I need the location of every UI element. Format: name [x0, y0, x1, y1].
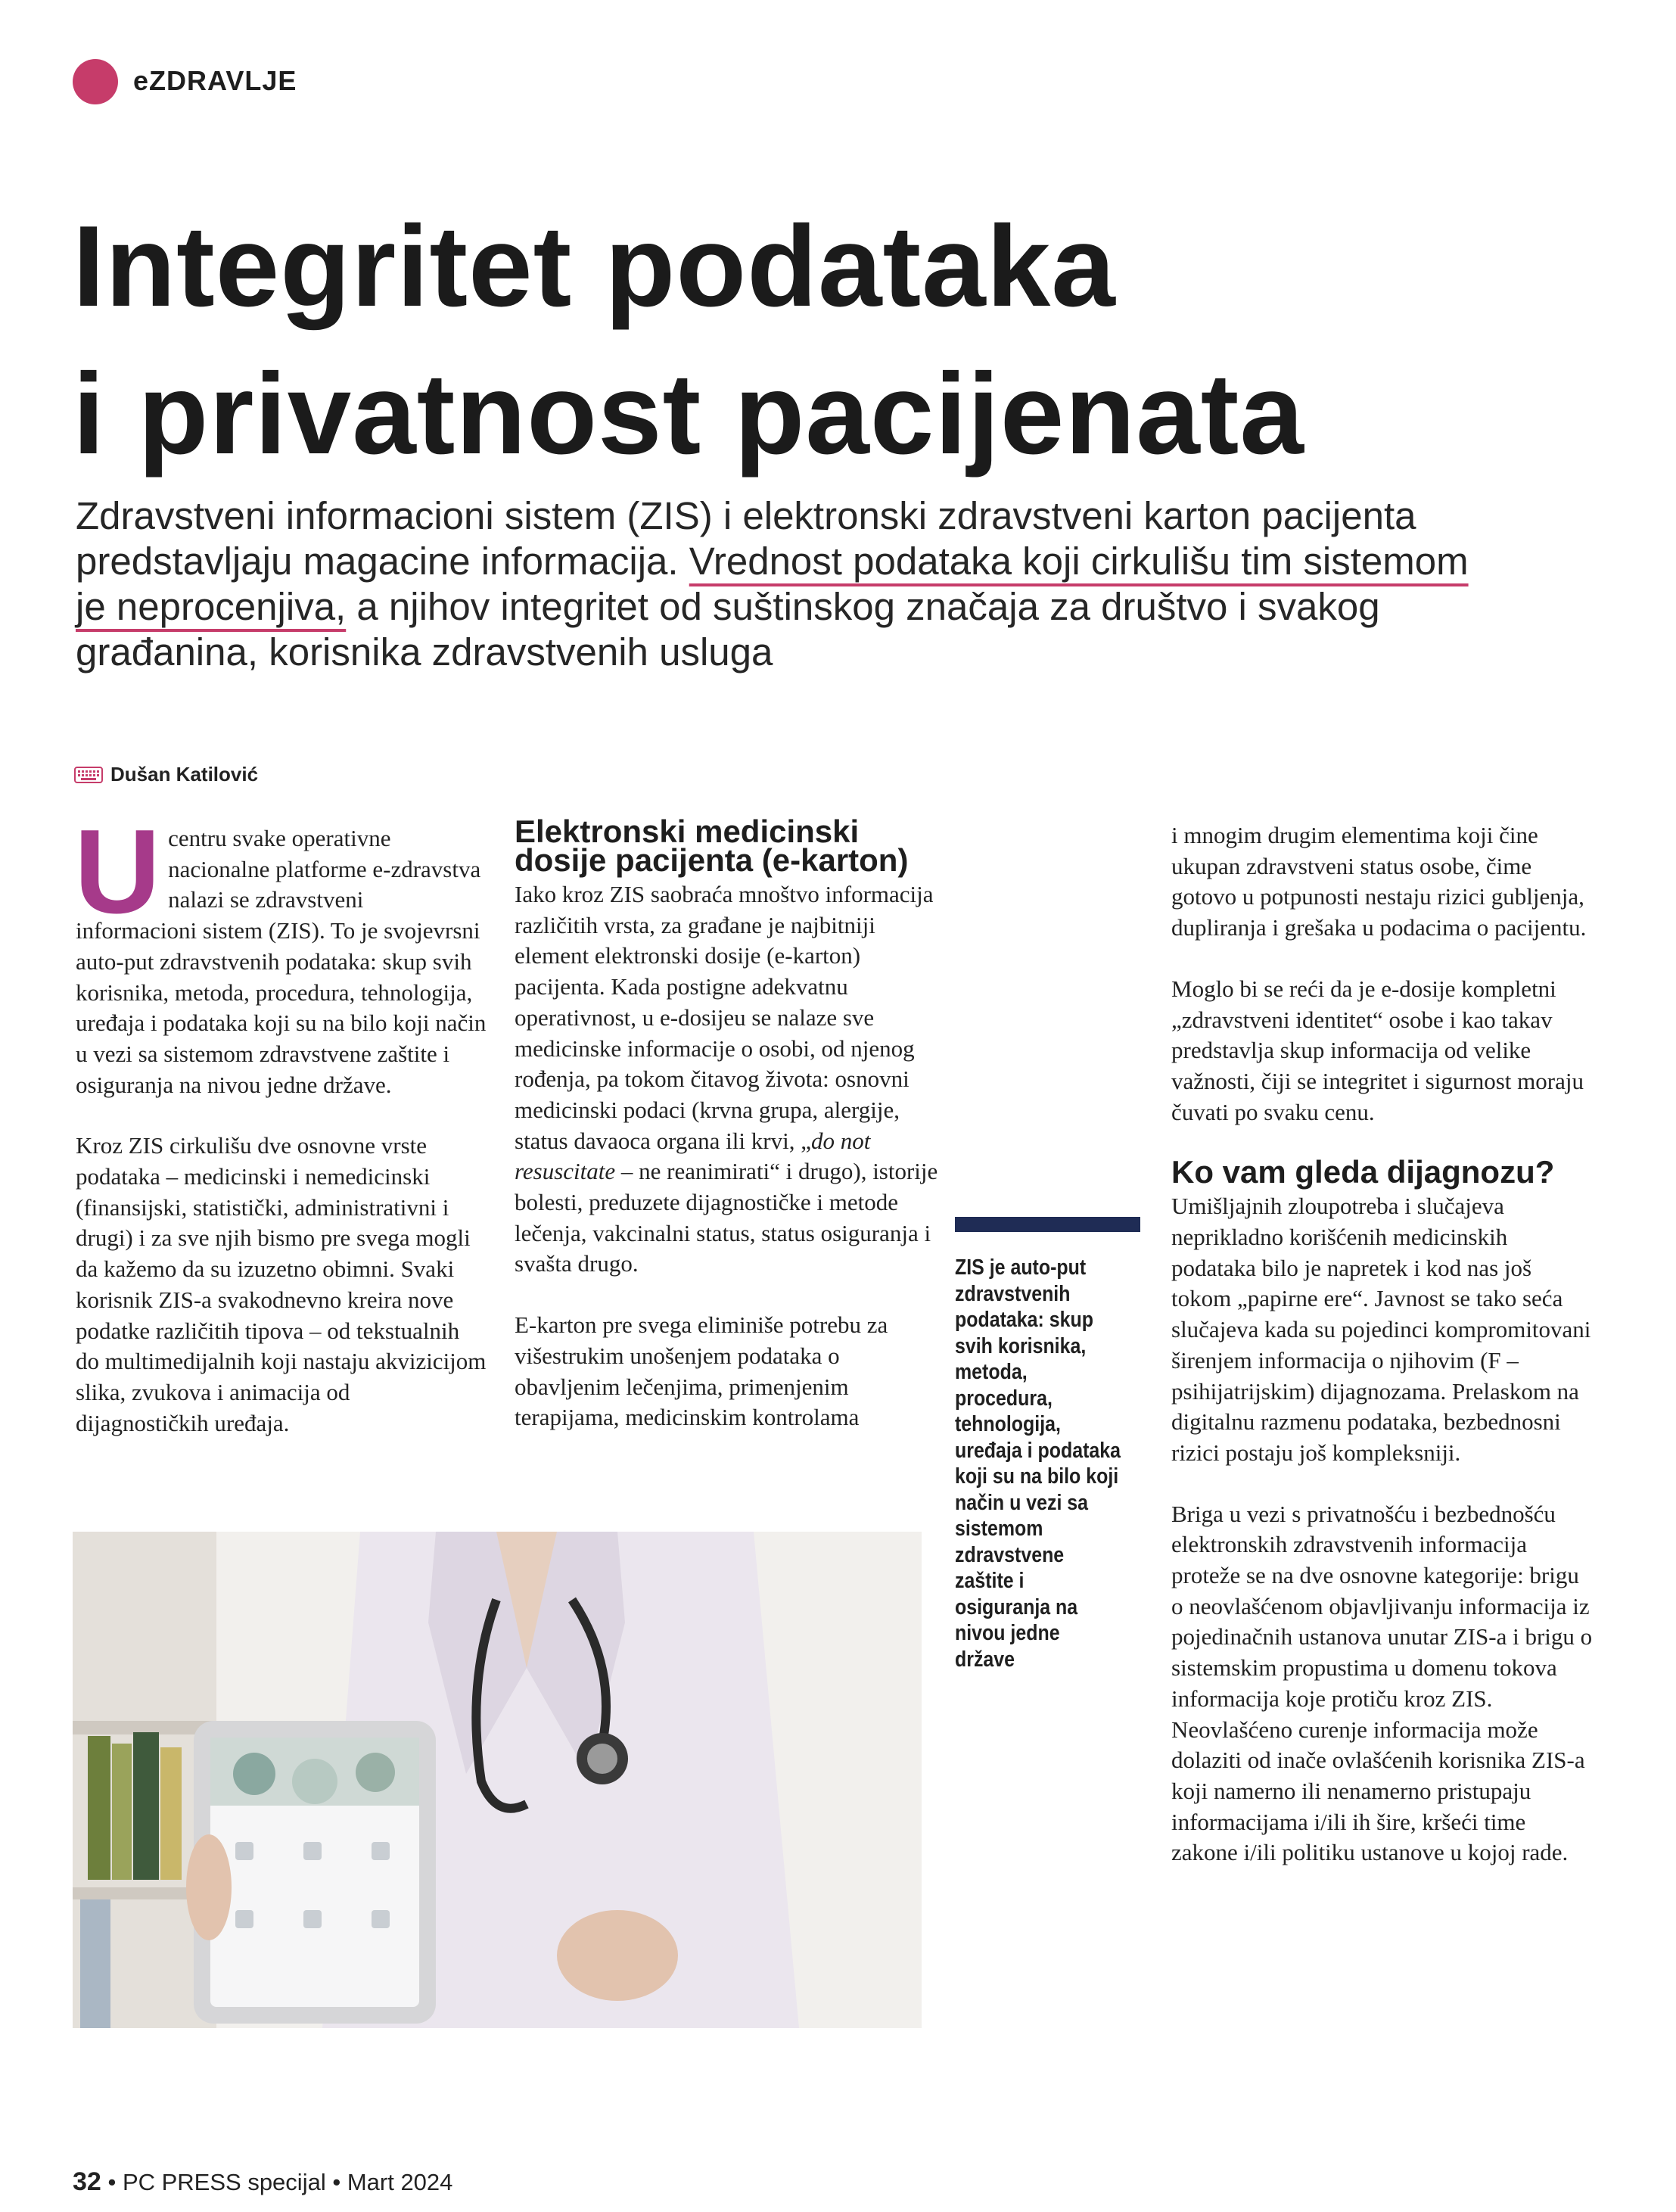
col1-paragraph-2: Kroz ZIS cirkulišu dve osnovne vrste podataka – medicinski i nemedicinski (finansijski, statistički, administrativni i drugi) i za sve njih bismo pre svega mogli da kažemo da su izuzetno obimni. Svaki korisnik ZIS-a svakodnevno kreira nove podatke različitih tipova – od tekstualnih do multimedijalnih koji nastaju akvizicijom slika, zvukova i animacija od dijagnostičkih uređaja. — [76, 1132, 487, 1436]
photo-illustration — [73, 1532, 922, 2028]
title-line-1: Integritet podataka — [73, 202, 1116, 331]
doctor-tablet-photo — [73, 1532, 922, 2028]
column-2 — [515, 814, 938, 1464]
section-dot — [73, 59, 118, 104]
column-3 — [1171, 820, 1595, 1899]
section-label: eZDRAVLJE — [133, 65, 297, 96]
lead-highlight: Vrednost podataka koji cirkulišu tim sistemom je neprocenjiva, — [76, 540, 1469, 628]
col2-p1-a: Iako kroz ZIS saobraća mnoštvo informacija različitih vrsta, za građane je najbitniji element elektronski dosije (e-karton) pacijenta. Kada postigne adekvatnu operativnost, u e-dosijeu se nalaze sve medicinske informacije o osobi, od njenog rođenja, pa tokom čitavog života: osnovni medicinski podaci (krvna grupa, alergije, status davaoca organa ili krvi, „ — [515, 881, 934, 1154]
pull-quote: ZIS je auto-put zdravstvenih podataka: skup svih korisnika, metoda, procedura, tehnologija, uređaja i podataka koji su na bilo koji način u vezi sa sistemom zdravstvene zaštite i osiguranja na nivou jedne države — [955, 1255, 1121, 1672]
col2-paragraph-2: E-karton pre svega eliminiše potrebu za višestrukim unošenjem podataka o obavljenim lečenjima, primenjenim terapijama, medicinskim kontrolama — [515, 1311, 888, 1431]
author-name: Dušan Katilović — [110, 763, 259, 786]
issue-date: Mart 2024 — [347, 2169, 453, 2195]
col2-p1-italic: do not resuscitate — [515, 1127, 871, 1185]
subhead-dijagnoza: Ko vam gleda dijagnozu? — [1171, 1154, 1555, 1190]
col3-paragraph-4: Briga u vezi s privatnošću i bezbednošću elektronskih zdravstvenih informacija proteže se na dve osnovne kategorije: brigu o neovlašćenom objavljivanju informacija iz pojedinačnih ustanova unutar ZIS-a i brigu o sistemskim propustima u domenu tokova informacija koje protiču kroz ZIS. Neovlašćeno curenje informacija može dolaziti od inače ovlašćenih korisnika ZIS-a koji namerno ili nenamerno pristupaju informacijama i/ili ih šire, kršeći time zakone i/ili politiku ustanove u kojoj rade. — [1171, 1500, 1593, 1866]
lead-text-1: Zdravstveni informacioni sistem (ZIS) i elektronski zdravstveni karton pacijenta predstavljaju magacine informacija. — [76, 494, 1416, 583]
dropcap: U — [74, 805, 161, 938]
footer-sep-1: • — [107, 2169, 117, 2195]
col1-paragraph-1 — [74, 805, 488, 1100]
pull-quote-bar — [955, 1217, 1140, 1232]
col1-p1-text: centru svake operativne nacionalne platforme e-zdravstva nalazi se zdravstveni informacioni sistem (ZIS). To je svojevrsni auto-put zdravstvenih podataka: skup svih korisnika, metoda, procedura, tehnologija, uređaja i podataka koji su na bilo koji način u vezi sa sistemom zdravstvene zaštite i osiguranja na nivou jedne države. — [76, 825, 487, 1098]
footer-sep-2: • — [332, 2169, 341, 2195]
page-footer — [73, 2167, 452, 2197]
keyboard-icon — [74, 767, 103, 783]
lead-text-2: a njihov integritet od suštinskog značaja za društvo i svakog građanina, korisnika zdravstvenih usluga — [76, 585, 1380, 674]
page-number: 32 — [73, 2167, 101, 2196]
col3-paragraph-3: Umišljajnih zloupotreba i slučajeva neprikladno korišćenih medicinskih podataka bilo je napretek i kod nas još tokom „papirne ere“. Javnost se tako seća slučajeva kada su pojedinci kompromitovani širenjem informacija o njihovim (F – psihijatrijskim) dijagnozama. Prelaskom na digitalnu razmenu podataka, bezbednosni rizici postaju još kompleksniji. — [1171, 1193, 1591, 1466]
lead-paragraph — [76, 493, 1498, 675]
column-1 — [74, 805, 488, 1469]
col2-paragraph-1 — [515, 879, 938, 1280]
byline — [74, 763, 258, 786]
subhead-e-karton: Elektronski medicinski dosije pacijenta (e-karton) — [515, 814, 909, 878]
col3-paragraph-1: i mnogim drugim elementima koji čine ukupan zdravstveni status osobe, čime gotovo u potpunosti nestaju rizici gubljenja, dupliranja i grešaka u podacima o pacijentu. — [1171, 822, 1587, 941]
col3-paragraph-2: Moglo bi se reći da je e-dosije kompletni „zdravstveni identitet“ osobe i kao takav predstavlja skup informacija od velike važnosti, čiji se integritet i sigurnost moraju čuvati po svaku cenu. — [1171, 975, 1584, 1125]
col2-p1-b: – ne reanimirati“ i drugo), istorije bolesti, preduzete dijagnostičke i metode lečenja, vakcinalni status, status osiguranja i svašta drugo. — [515, 1158, 938, 1277]
title-line-2: i privatnost pacijenata — [73, 350, 1304, 478]
publication-name: PC PRESS specijal — [122, 2169, 326, 2195]
article-title — [73, 193, 1646, 488]
